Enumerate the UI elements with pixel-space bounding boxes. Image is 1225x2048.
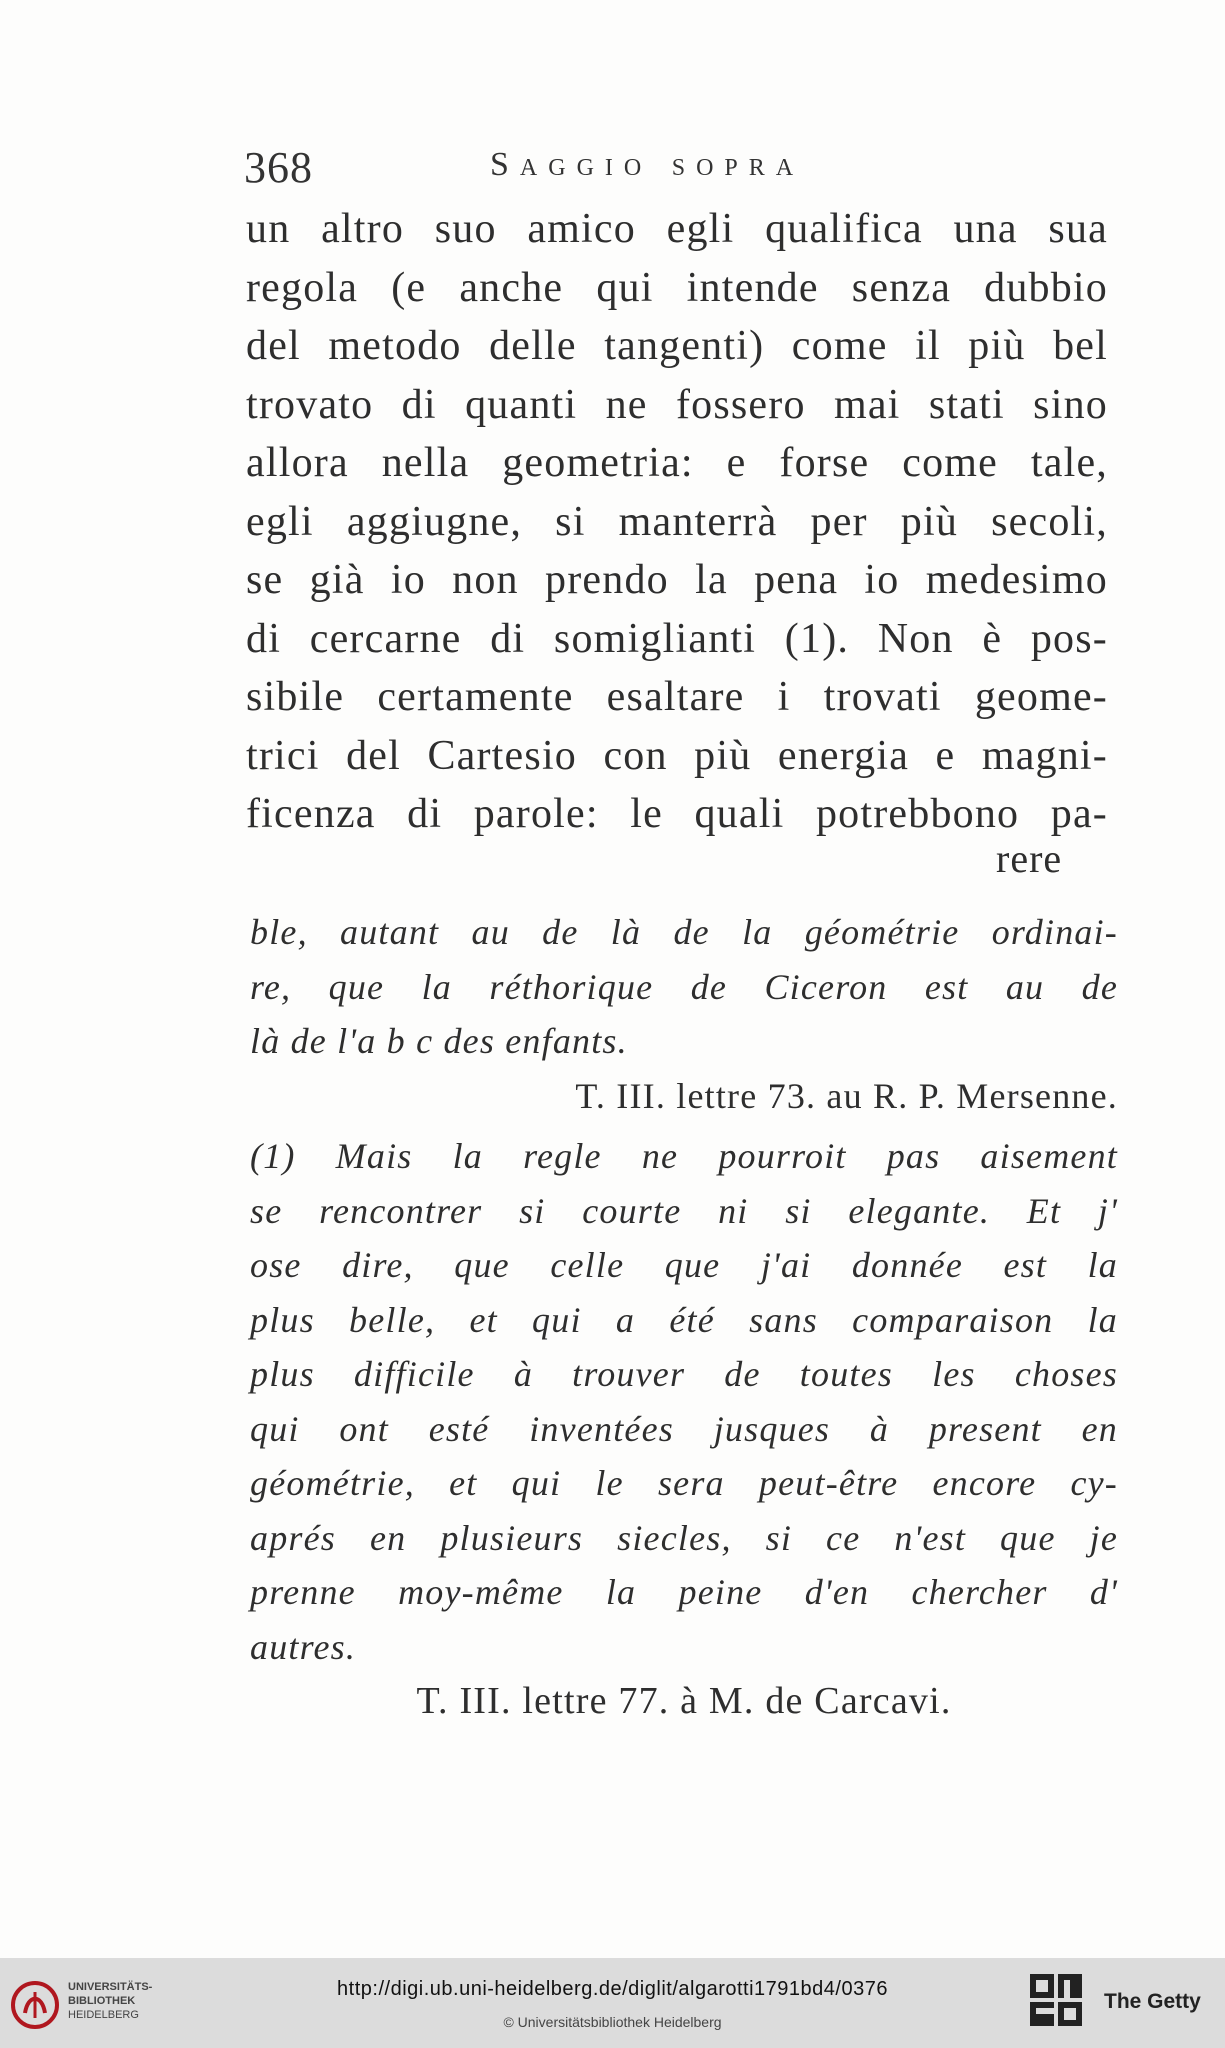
footnote-line: là de l'a b c des enfants. [250, 1021, 628, 1061]
catchword: rere [996, 836, 1063, 881]
text-line: un altro suo amico egli qualifica una sua [246, 206, 1108, 252]
footnote-line: prenne moy-même la peine d'en chercher d' [250, 1572, 1118, 1612]
getty-logo-icon[interactable] [1030, 1974, 1082, 2030]
footnote-continued [250, 905, 1118, 1123]
footnote-line: géométrie, et qui le sera peut-être encore cy- [250, 1463, 1118, 1503]
footnote-line: ose dire, que celle que j'ai donnée est la [250, 1245, 1118, 1285]
footnotes-block [250, 905, 1118, 1729]
text-line: allora nella geometria: e forse come tale, [246, 440, 1108, 486]
text-line: ficenza di parole: le quali potrebbono pa- [246, 791, 1108, 837]
footnote-line: aprés en plusieurs siecles, si ce n'est que je [250, 1517, 1118, 1558]
footnote-line: se rencontrer si courte ni si elegante. Et j' [250, 1190, 1118, 1231]
text-line: sibile certamente esaltare i trovati geome- [246, 674, 1108, 720]
text-line: trici del Cartesio con più energia e magni- [246, 732, 1108, 779]
permalink-url[interactable]: http://digi.ub.uni-heidelberg.de/diglit/algarotti1791bd4/0376 [337, 1978, 888, 2000]
library-name: UNIVERSITÄTS- BIBLIOTHEK HEIDELBERG [68, 1981, 153, 2021]
footnote-1 [250, 1129, 1118, 1729]
text-line: del metodo delle tangenti) come il più bel [246, 323, 1108, 369]
main-text-block [246, 200, 1108, 844]
footnote-line: (1) Mais la regle ne pourroit pas aisement [250, 1136, 1118, 1176]
copyright-notice: © Universitätsbibliothek Heidelberg [503, 2014, 722, 2030]
footnote-citation: T. III. lettre 77. à M. de Carcavi. [416, 1680, 952, 1722]
text-line: di cercarne di somiglianti (1). Non è pos- [246, 615, 1108, 662]
footnote-line: plus belle, et qui a été sans comparaison la [250, 1299, 1118, 1340]
footnote-line: plus difficile à trouver de toutes les choses [250, 1354, 1118, 1394]
getty-label: The Getty [1104, 1990, 1201, 2013]
page-header [244, 142, 1114, 192]
footnote-line: qui ont esté inventées jusques à present en [250, 1408, 1118, 1449]
footnote-line: ble, autant au de là de la géométrie ordinai- [250, 912, 1118, 952]
text-line: egli aggiugne, si manterrà per più secoli, [246, 498, 1108, 545]
text-line: se già io non prendo la pena io medesimo [246, 557, 1108, 603]
text-line: trovato di quanti ne fossero mai stati sino [246, 381, 1108, 428]
running-head: Saggio sopra [490, 146, 805, 183]
text-line: regola (e anche qui intende senza dubbio [246, 264, 1108, 311]
page-number: 368 [244, 143, 313, 192]
footnote-citation: T. III. lettre 73. au R. P. Mersenne. [575, 1075, 1118, 1116]
footnote-line: re, que la réthorique de Ciceron est au de [250, 966, 1118, 1007]
viewer-footer [0, 1958, 1225, 2048]
footnote-line: autres. [250, 1626, 357, 1667]
